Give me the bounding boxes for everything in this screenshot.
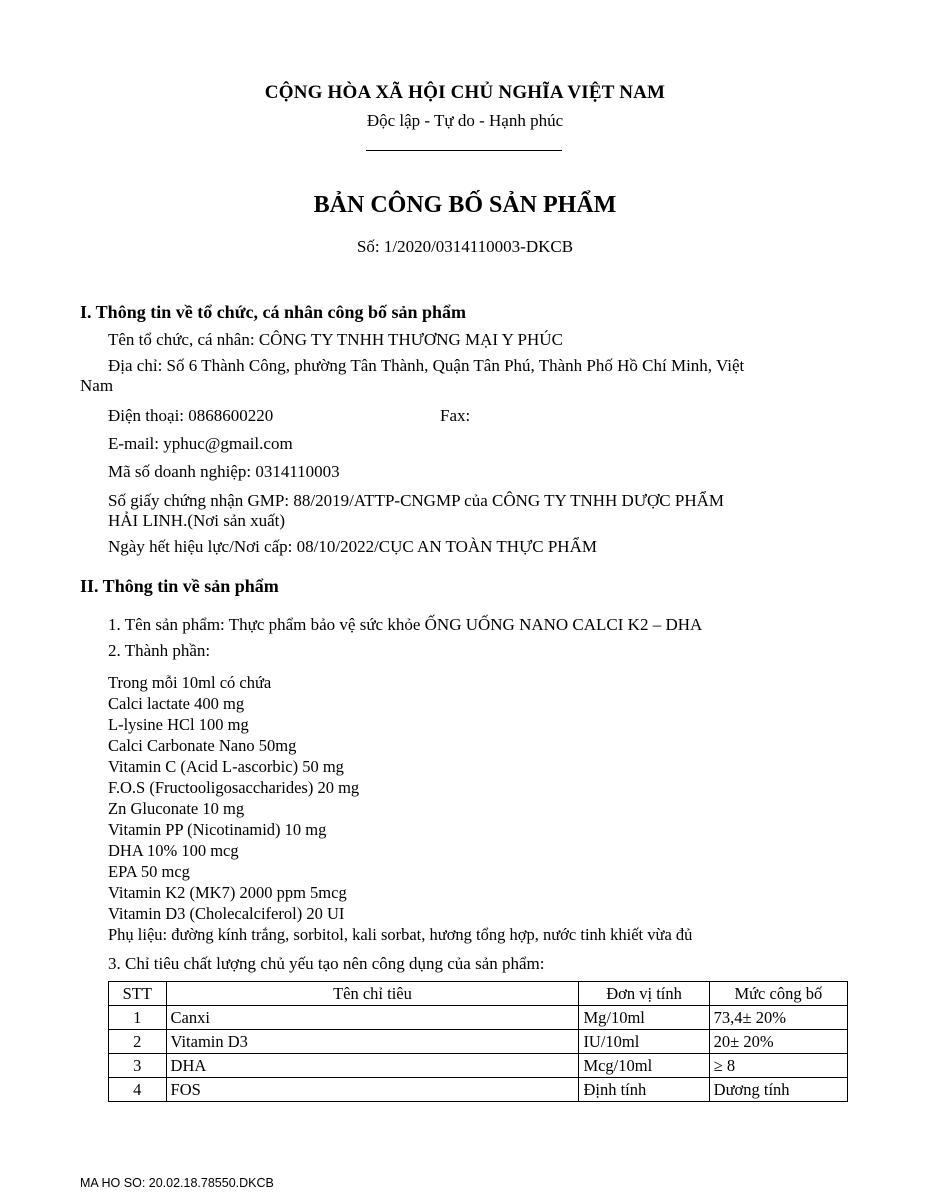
list-item: Phụ liệu: đường kính trắng, sorbitol, kali sorbat, hương tổng hợp, nước tinh khiết vừa đủ: [108, 925, 693, 944]
motto: Độc lập - Tự do - Hạnh phúc: [366, 111, 564, 130]
list-item: Vitamin K2 (MK7) 2000 ppm 5mcg: [108, 883, 347, 902]
cell-unit: IU/10ml: [579, 1030, 709, 1054]
quality-table: [108, 981, 848, 1102]
cell-unit: Mcg/10ml: [579, 1054, 709, 1078]
expiry: Ngày hết hiệu lực/Nơi cấp: 08/10/2022/CỤC AN TOÀN THỰC PHẨM: [108, 537, 597, 556]
address-line-2: Nam: [80, 376, 114, 395]
ingredients-label: 2. Thành phần:: [108, 641, 211, 660]
quality-label: 3. Chỉ tiêu chất lượng chủ yếu tạo nên công dụng của sản phẩm:: [108, 954, 545, 973]
dossier-code: MA HO SO: 20.02.18.78550.DKCB: [80, 1176, 274, 1190]
document-number: Số: 1/2020/0314110003-DKCB: [356, 237, 574, 256]
table-row: [109, 1006, 848, 1030]
list-item: Calci Carbonate Nano 50mg: [108, 736, 297, 755]
cell-name: Vitamin D3: [166, 1030, 579, 1054]
ingredient-list: [108, 672, 692, 945]
fax: Fax:: [440, 406, 471, 425]
email: E-mail: yphuc@gmail.com: [108, 434, 293, 453]
phone: Điện thoại: 0868600220: [108, 406, 274, 425]
section-1-heading: I. Thông tin về tổ chức, cá nhân công bố sản phẩm: [80, 302, 467, 322]
org-name: Tên tổ chức, cá nhân: CÔNG TY TNHH THƯƠNG MẠI Y PHÚC: [108, 330, 563, 349]
table-row: [109, 1078, 848, 1102]
table-header-row: [109, 982, 848, 1006]
cell-name: DHA: [166, 1054, 579, 1078]
cell-name: FOS: [166, 1078, 579, 1102]
list-item: Vitamin PP (Nicotinamid) 10 mg: [108, 820, 327, 839]
address-line-1: Địa chỉ: Số 6 Thành Công, phường Tân Thành, Quận Tân Phú, Thành Phố Hồ Chí Minh, Việt: [108, 356, 745, 375]
col-header-level: Mức công bố: [709, 982, 847, 1006]
list-item: L-lysine HCl 100 mg: [108, 715, 249, 734]
cell-stt: 4: [109, 1078, 167, 1102]
cell-stt: 1: [109, 1006, 167, 1030]
nation-header: CỘNG HÒA XÃ HỘI CHỦ NGHĨA VIỆT NAM: [264, 82, 666, 103]
cell-level: Dương tính: [709, 1078, 847, 1102]
gmp-line-2: HẢI LINH.(Nơi sản xuất): [108, 511, 286, 530]
cell-stt: 3: [109, 1054, 167, 1078]
table-row: [109, 1030, 848, 1054]
list-item: EPA 50 mcg: [108, 862, 190, 881]
col-header-name: Tên chỉ tiêu: [166, 982, 579, 1006]
tax-code: Mã số doanh nghiệp: 0314110003: [108, 462, 340, 481]
list-item: Zn Gluconate 10 mg: [108, 799, 245, 818]
list-item: DHA 10% 100 mcg: [108, 841, 239, 860]
cell-stt: 2: [109, 1030, 167, 1054]
cell-level: ≥ 8: [709, 1054, 847, 1078]
list-item: Calci lactate 400 mg: [108, 694, 245, 713]
list-item: Trong mỗi 10ml có chứa: [108, 673, 272, 692]
col-header-unit: Đơn vị tính: [579, 982, 709, 1006]
cell-unit: Mg/10ml: [579, 1006, 709, 1030]
list-item: Vitamin C (Acid L-ascorbic) 50 mg: [108, 757, 344, 776]
cell-level: 73,4± 20%: [709, 1006, 847, 1030]
cell-unit: Định tính: [579, 1078, 709, 1102]
header-divider: [366, 150, 562, 151]
document-title: BẢN CÔNG BỐ SẢN PHẨM: [313, 192, 617, 218]
cell-name: Canxi: [166, 1006, 579, 1030]
gmp-line-1: Số giấy chứng nhận GMP: 88/2019/ATTP-CNGMP của CÔNG TY TNHH DƯỢC PHẨM: [108, 491, 725, 510]
col-header-stt: STT: [109, 982, 167, 1006]
product-name: 1. Tên sản phẩm: Thực phẩm bảo vệ sức khỏe ỐNG UỐNG NANO CALCI K2 – DHA: [108, 615, 703, 634]
cell-level: 20± 20%: [709, 1030, 847, 1054]
section-2-heading: II. Thông tin về sản phẩm: [80, 576, 279, 596]
table-row: [109, 1054, 848, 1078]
list-item: F.O.S (Fructooligosaccharides) 20 mg: [108, 778, 360, 797]
list-item: Vitamin D3 (Cholecalciferol) 20 UI: [108, 904, 345, 923]
